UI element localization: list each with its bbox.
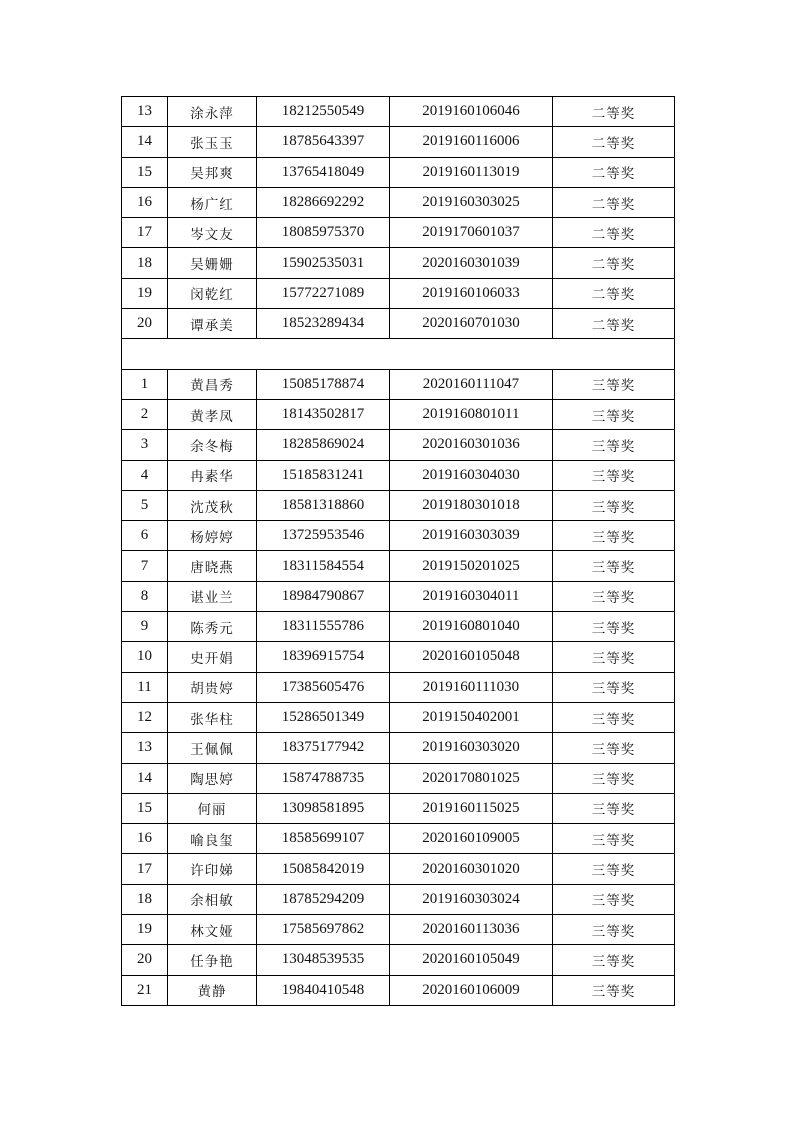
- award-level: 三等奖: [553, 793, 675, 823]
- row-number: 18: [122, 248, 168, 278]
- student-name: 吴邦爽: [168, 157, 257, 187]
- student-name: 黄孝凤: [168, 399, 257, 429]
- student-id: 2020170801025: [390, 763, 553, 793]
- row-number: 21: [122, 975, 168, 1005]
- phone-number: 17585697862: [257, 915, 390, 945]
- student-id: 2019180301018: [390, 490, 553, 520]
- student-id: 2020160701030: [390, 309, 553, 339]
- student-id: 2019160115025: [390, 793, 553, 823]
- phone-number: 17385605476: [257, 672, 390, 702]
- student-name: 杨婷婷: [168, 521, 257, 551]
- student-name: 张玉玉: [168, 127, 257, 157]
- award-level: 三等奖: [553, 884, 675, 914]
- student-name: 谌业兰: [168, 581, 257, 611]
- table-row: [122, 915, 675, 945]
- row-number: 12: [122, 702, 168, 732]
- award-level: 三等奖: [553, 642, 675, 672]
- row-number: 14: [122, 763, 168, 793]
- student-name: 王佩佩: [168, 733, 257, 763]
- student-name: 何丽: [168, 793, 257, 823]
- row-number: 19: [122, 278, 168, 308]
- student-id: 2019160303025: [390, 187, 553, 217]
- row-number: 10: [122, 642, 168, 672]
- table-row: [122, 248, 675, 278]
- student-id: 2020160301020: [390, 854, 553, 884]
- student-id: 2020160106009: [390, 975, 553, 1005]
- row-number: 20: [122, 309, 168, 339]
- phone-number: 15085842019: [257, 854, 390, 884]
- phone-number: 18311584554: [257, 551, 390, 581]
- student-id: 2019160304011: [390, 581, 553, 611]
- phone-number: 18396915754: [257, 642, 390, 672]
- table-row: [122, 521, 675, 551]
- phone-number: 15286501349: [257, 702, 390, 732]
- phone-number: 15185831241: [257, 460, 390, 490]
- student-name: 任争艳: [168, 945, 257, 975]
- student-name: 黄昌秀: [168, 369, 257, 399]
- table-row: [122, 399, 675, 429]
- student-id: 2019160801040: [390, 612, 553, 642]
- award-level: 三等奖: [553, 915, 675, 945]
- award-level: 二等奖: [553, 278, 675, 308]
- award-level: 三等奖: [553, 399, 675, 429]
- student-name: 林文娅: [168, 915, 257, 945]
- phone-number: 18212550549: [257, 97, 390, 127]
- table-row: [122, 945, 675, 975]
- phone-number: 18785294209: [257, 884, 390, 914]
- phone-number: 13765418049: [257, 157, 390, 187]
- student-name: 陈秀元: [168, 612, 257, 642]
- table-row: [122, 97, 675, 127]
- row-number: 18: [122, 884, 168, 914]
- table-row: [122, 642, 675, 672]
- table-row: [122, 187, 675, 217]
- table-row: [122, 430, 675, 460]
- student-name: 许印娣: [168, 854, 257, 884]
- student-name: 余冬梅: [168, 430, 257, 460]
- row-number: 15: [122, 793, 168, 823]
- phone-number: 18311555786: [257, 612, 390, 642]
- table-row: [122, 309, 675, 339]
- table-row: [122, 127, 675, 157]
- award-level: 三等奖: [553, 824, 675, 854]
- table-row: [122, 884, 675, 914]
- row-number: 8: [122, 581, 168, 611]
- student-name: 黄静: [168, 975, 257, 1005]
- table-row: [122, 733, 675, 763]
- table-row: [122, 369, 675, 399]
- student-id: 2020160301039: [390, 248, 553, 278]
- student-name: 余相敏: [168, 884, 257, 914]
- phone-number: 18785643397: [257, 127, 390, 157]
- student-name: 唐晓燕: [168, 551, 257, 581]
- student-id: 2020160301036: [390, 430, 553, 460]
- award-level: 二等奖: [553, 127, 675, 157]
- phone-number: 15772271089: [257, 278, 390, 308]
- row-number: 9: [122, 612, 168, 642]
- phone-number: 18984790867: [257, 581, 390, 611]
- phone-number: 18523289434: [257, 309, 390, 339]
- award-level: 二等奖: [553, 309, 675, 339]
- student-id: 2020160109005: [390, 824, 553, 854]
- award-level: 三等奖: [553, 975, 675, 1005]
- phone-number: 18581318860: [257, 490, 390, 520]
- student-name: 胡贵婷: [168, 672, 257, 702]
- student-name: 吴姗姗: [168, 248, 257, 278]
- student-id: 2019160303020: [390, 733, 553, 763]
- student-id: 2019150201025: [390, 551, 553, 581]
- table-row: [122, 612, 675, 642]
- table-row: [122, 763, 675, 793]
- table-row: [122, 975, 675, 1005]
- phone-number: 19840410548: [257, 975, 390, 1005]
- award-level: 三等奖: [553, 733, 675, 763]
- row-number: 2: [122, 399, 168, 429]
- row-number: 14: [122, 127, 168, 157]
- table-row: [122, 551, 675, 581]
- student-id: 2019160111030: [390, 672, 553, 702]
- row-number: 13: [122, 97, 168, 127]
- student-id: 2019160106046: [390, 97, 553, 127]
- table-row: [122, 824, 675, 854]
- phone-number: 18375177942: [257, 733, 390, 763]
- row-number: 16: [122, 187, 168, 217]
- student-id: 2019160303039: [390, 521, 553, 551]
- award-level: 二等奖: [553, 157, 675, 187]
- row-number: 17: [122, 854, 168, 884]
- student-name: 冉素华: [168, 460, 257, 490]
- phone-number: 15902535031: [257, 248, 390, 278]
- student-id: 2019160106033: [390, 278, 553, 308]
- award-level: 三等奖: [553, 581, 675, 611]
- student-name: 闵乾红: [168, 278, 257, 308]
- student-id: 2020160105048: [390, 642, 553, 672]
- award-level: 三等奖: [553, 521, 675, 551]
- row-number: 15: [122, 157, 168, 187]
- award-level: 三等奖: [553, 702, 675, 732]
- student-id: 2019160801011: [390, 399, 553, 429]
- student-name: 史开娟: [168, 642, 257, 672]
- student-name: 沈茂秋: [168, 490, 257, 520]
- row-number: 13: [122, 733, 168, 763]
- award-level: 三等奖: [553, 854, 675, 884]
- phone-number: 18285869024: [257, 430, 390, 460]
- student-name: 喻良玺: [168, 824, 257, 854]
- phone-number: 13048539535: [257, 945, 390, 975]
- phone-number: 15874788735: [257, 763, 390, 793]
- table-row: [122, 218, 675, 248]
- phone-number: 18085975370: [257, 218, 390, 248]
- phone-number: 18143502817: [257, 399, 390, 429]
- phone-number: 18286692292: [257, 187, 390, 217]
- table-row: [122, 278, 675, 308]
- student-name: 岑文友: [168, 218, 257, 248]
- award-level: 二等奖: [553, 218, 675, 248]
- row-number: 4: [122, 460, 168, 490]
- student-id: 2019160113019: [390, 157, 553, 187]
- award-level: 三等奖: [553, 369, 675, 399]
- student-name: 杨广红: [168, 187, 257, 217]
- student-id: 2019160116006: [390, 127, 553, 157]
- award-level: 二等奖: [553, 187, 675, 217]
- table-row: [122, 490, 675, 520]
- award-level: 三等奖: [553, 460, 675, 490]
- student-name: 张华柱: [168, 702, 257, 732]
- table-row: [122, 854, 675, 884]
- row-number: 20: [122, 945, 168, 975]
- student-id: 2019150402001: [390, 702, 553, 732]
- table-row: [122, 581, 675, 611]
- table-row: [122, 157, 675, 187]
- student-name: 涂永萍: [168, 97, 257, 127]
- row-number: 1: [122, 369, 168, 399]
- phone-number: 13098581895: [257, 793, 390, 823]
- row-number: 19: [122, 915, 168, 945]
- row-number: 7: [122, 551, 168, 581]
- award-level: 三等奖: [553, 945, 675, 975]
- award-level: 三等奖: [553, 612, 675, 642]
- separator-cell: [122, 339, 675, 369]
- row-number: 17: [122, 218, 168, 248]
- award-level: 二等奖: [553, 97, 675, 127]
- student-id: 2019170601037: [390, 218, 553, 248]
- row-number: 5: [122, 490, 168, 520]
- award-level: 三等奖: [553, 672, 675, 702]
- row-number: 3: [122, 430, 168, 460]
- table-row: [122, 793, 675, 823]
- student-id: 2020160105049: [390, 945, 553, 975]
- award-level: 二等奖: [553, 248, 675, 278]
- student-id: 2020160113036: [390, 915, 553, 945]
- phone-number: 13725953546: [257, 521, 390, 551]
- row-number: 6: [122, 521, 168, 551]
- student-id: 2019160303024: [390, 884, 553, 914]
- student-name: 陶思婷: [168, 763, 257, 793]
- award-level: 三等奖: [553, 551, 675, 581]
- section-separator-row: [122, 339, 675, 369]
- award-level: 三等奖: [553, 490, 675, 520]
- student-id: 2020160111047: [390, 369, 553, 399]
- row-number: 11: [122, 672, 168, 702]
- phone-number: 18585699107: [257, 824, 390, 854]
- student-id: 2019160304030: [390, 460, 553, 490]
- award-level: 三等奖: [553, 763, 675, 793]
- table-row: [122, 672, 675, 702]
- award-level: 三等奖: [553, 430, 675, 460]
- row-number: 16: [122, 824, 168, 854]
- award-table-body: [122, 97, 675, 1006]
- table-row: [122, 460, 675, 490]
- phone-number: 15085178874: [257, 369, 390, 399]
- student-name: 谭承美: [168, 309, 257, 339]
- table-row: [122, 702, 675, 732]
- award-table: [121, 96, 675, 1006]
